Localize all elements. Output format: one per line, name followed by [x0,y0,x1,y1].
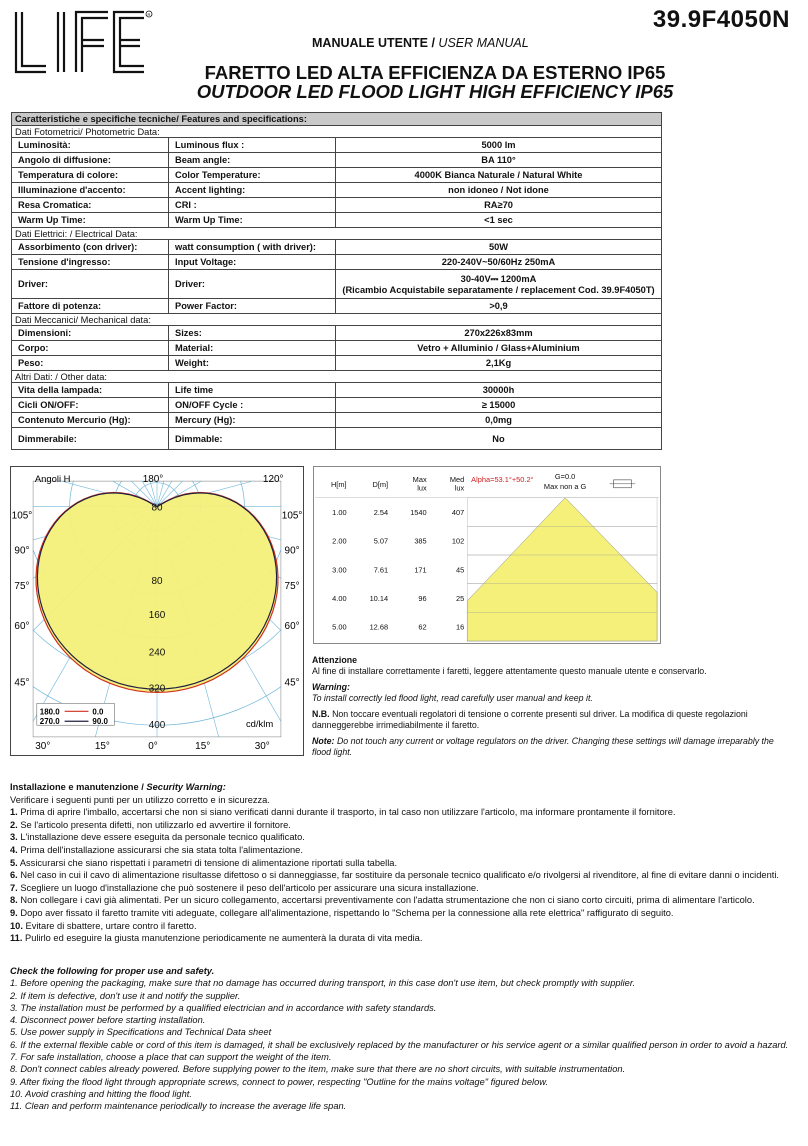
spec-cell: Input Voltage: [169,255,336,270]
spec-cell: Tensione d'ingresso: [12,255,169,270]
polar-ring-label: 80 [151,502,163,514]
spec-row [12,168,662,183]
spec-cell: Illuminazione d'accento: [12,183,169,198]
check-item: 6. If the external flexible cable or cord of this item is damaged, it shall be exclusively replaced by the manufacturer or his service agent or a similar qualified person in order to avoid a hazard. [10,1039,789,1050]
polar-unit: cd/klm [245,718,274,730]
beam-cell-h: 3.00 [332,565,347,575]
beam-cell-d: 7.61 [373,565,389,575]
spec-cell: RA≥70 [336,198,662,213]
spec-row [12,326,662,341]
spec-row [12,183,662,198]
beam-col-max-1: Max [412,474,427,484]
model-code: 39.9F4050N [652,6,790,33]
check-list [10,977,795,1112]
spec-cell: 4000K Bianca Naturale / Natural White [336,168,662,183]
check-title: Check the following for proper use and safety. [10,966,215,976]
beam-cell-med: 25 [456,593,465,603]
spec-cell: Life time [169,383,336,398]
check-item: 8. Don't connect cables already powered. Before supplying power to the item, make sure that there are no short circuits, with suitable instrumentation. [10,1064,626,1075]
section-other: Altri Dati: / Other data: [12,371,662,383]
beam-col-med-1: Med [449,474,465,484]
beam-cell-h: 4.00 [332,593,347,603]
spec-cell: 220-240V~50/60Hz 250mA [336,255,662,270]
check-item: 7. For safe installation, choose a place that can support the weight of the item. [10,1052,332,1063]
install-item: 2. Se l'articolo presenta difetti, non utilizzarlo ed avvertire il fornitore. [10,819,291,830]
install-item: 11. Pulirlo ed eseguire la giusta manutenzione periodicamente ne aumenterà la durata di vita media. [10,933,423,944]
legend-b: 90.0 [92,717,108,727]
spec-cell: 50W [336,240,662,255]
install-item: 7. Scegliere un luogo d'installazione che può sostenere il peso dell'articolo per assicurare una sicura installazione. [10,882,479,893]
svg-text:R: R [147,12,151,17]
check-item: 10. Avoid crashing and hitting the flood light. [10,1088,192,1099]
beam-cell-med: 407 [451,507,465,517]
manual-sep: / [431,36,435,50]
beam-cell-max: 171 [414,565,427,575]
spec-cell: >0,9 [336,299,662,314]
polar-ring-label: 240 [148,647,166,659]
install-item: 10. Evitare di sbattere, urtare contro il faretto. [10,920,197,931]
spec-cell: Angolo di diffusione: [12,153,169,168]
beam-cell-med: 102 [451,536,465,546]
install-intro: Verificare i seguenti punti per un utilizzo corretto e in sicurezza. [10,794,270,805]
polar-bottom-label: 30° [254,741,270,753]
beam-cell-med: 45 [456,565,465,575]
spec-row [12,153,662,168]
spec-row [12,413,662,428]
spec-cell: Weight: [169,356,336,371]
beam-cell-max: 62 [418,622,427,632]
polar-right-label: 90° [284,545,300,557]
polar-left-label: 75° [14,581,30,593]
notes-block [312,655,782,758]
spec-cell: Contenuto Mercurio (Hg): [12,413,169,428]
spec-cell: Dimensioni: [12,326,169,341]
spec-row [12,198,662,213]
spec-row [12,299,662,314]
install-title-it: Installazione e manutenzione / [10,782,144,792]
spec-row [12,383,662,398]
spec-cell: Corpo: [12,341,169,356]
beam-maxg-label: Max non a G [543,481,587,491]
installation-section [10,781,795,945]
beam-col-h: H[m] [330,479,347,489]
install-item: 1. Prima di aprire l'imballo, accertarsi che non si siano verificati danni durante il trasporto, in tal caso non utilizzare l'articolo, ma informare prontamente il fornitore. [10,807,676,818]
polar-right-label: 60° [284,620,300,632]
spec-cell: Luminous flux : [169,138,336,153]
spec-cell: 0,0mg [336,413,662,428]
spec-cell: Material: [169,341,336,356]
polar-ring-label: 160 [148,609,166,621]
polar-ring-label: 400 [148,720,166,732]
spec-cell: Beam angle: [169,153,336,168]
spec-cell: Mercury (Hg): [169,413,336,428]
beam-alpha: Alpha=53.1°+50.2° [471,474,534,484]
title-english: OUTDOOR LED FLOOD LIGHT HIGH EFFICIENCY IP65 [196,81,674,102]
nb-text: Non toccare eventuali regolatori di tensione o corrente presenti sul driver. La modifica di queste regolazioni danneggerebbe irrimediabilmente il faretto. [312,709,748,730]
install-item: 4. Prima dell'installazione assicurarsi che sia stata tolta l'alimentazione. [10,844,303,855]
spec-cell: Luminosità: [12,138,169,153]
beam-cell-h: 2.00 [332,536,347,546]
check-item: 9. After fixing the flood light through appropriate screws, connect to power, respecting "Outline for the mains voltage" figured below. [10,1076,549,1087]
polar-top-mid: 180° [142,473,164,485]
beam-cell-h: 5.00 [332,622,347,632]
spec-cell: Temperatura di colore: [12,168,169,183]
install-item: 3. L'installazione deve essere eseguita da personale tecnico qualificato. [10,832,305,843]
polar-left-label: 60° [14,620,30,632]
beam-col-max-2: lux [417,483,427,493]
check-item: 11. Clean and perform maintenance periodically to increase the average life span. [10,1101,347,1112]
polar-right-label: 105° [281,510,303,522]
polar-bottom-label: 15° [94,741,110,753]
install-item: 5. Assicurarsi che siano rispettati i parametri di tensione di alimentazione riportati sulla tabella. [10,857,398,868]
check-item: 5. Use power supply in Specifications and Technical Data sheet [10,1027,272,1038]
beam-cell-h: 1.00 [332,507,347,517]
spec-cell: Assorbimento (con driver): [12,240,169,255]
spec-cell: Vita della lampada: [12,383,169,398]
spec-cell: Cicli ON/OFF: [12,398,169,413]
section-photometric: Dati Fotometrici/ Photometric Data: [12,126,662,138]
legend-a: 270.0 [39,717,60,727]
polar-top-right: 120° [262,473,284,485]
polar-bottom-label: 15° [195,741,211,753]
beam-cell-med: 16 [456,622,465,632]
spec-cell: Color Temperature: [169,168,336,183]
spec-row [12,240,662,255]
spec-cell: Sizes: [169,326,336,341]
spec-row [12,356,662,371]
spec-cell: Vetro + Alluminio / Glass+Aluminium [336,341,662,356]
polar-title: Angoli H [34,472,71,484]
spec-cell: Peso: [12,356,169,371]
polar-left-label: 45° [14,677,30,689]
beam-col-d: D[m] [372,479,389,489]
install-item: 9. Dopo aver fissato il faretto tramite viti adeguate, collegare all'alimentazione, rispettando lo "Schema per la connessione alla rete elettrica" raffigurato di seguito. [10,907,674,918]
spec-row [12,428,662,450]
note-text: Do not touch any current or voltage regulators on the driver. Changing these settings will damage irreparably the flood light. [312,736,774,757]
beam-g-label: G=0.0 [554,471,576,481]
spec-cell: No [336,428,662,450]
driver-replacement: (Ricambio Acquistabile separatamente / replacement Cod. 39.9F4050T) [342,284,655,295]
spec-cell: Warm Up Time: [169,213,336,228]
nb-title: N.B. [312,709,330,719]
beam-cell-max: 385 [414,536,427,546]
beam-cell-d: 5.07 [373,536,389,546]
polar-right-label: 45° [284,677,300,689]
spec-cell: Warm Up Time: [12,213,169,228]
spec-cell: watt consumption ( with driver): [169,240,336,255]
spec-cell: Power Factor: [169,299,336,314]
spec-cell: Dimmerabile: [12,428,169,450]
spec-cell: 2,1Kg [336,356,662,371]
spec-row [12,398,662,413]
spec-row [12,255,662,270]
spec-row [12,341,662,356]
install-list [10,806,795,945]
polar-left-label: 105° [11,510,33,522]
spec-cell: ≥ 15000 [336,398,662,413]
warning-text: To install correctly led flood light, read carefully user manual and keep it. [312,693,593,703]
manual-en: USER MANUAL [438,36,529,50]
spec-cell: CRI : [169,198,336,213]
polar-ring-label: 80 [151,576,163,588]
install-item: 8. Non collegare i cavi già alimentati. Per un sicuro collegamento, accertarsi preventivamente con l'adatta strumentazione che non ci siano corto circuiti, prima di alimentare l'articolo. [10,895,755,906]
check-item: 4. Disconnect power before starting installation. [10,1015,206,1026]
spec-cell: 5000 lm [336,138,662,153]
manual-label [312,36,529,50]
spec-cell: BA 110° [336,153,662,168]
spec-header: Caratteristiche e specifiche tecniche/ Features and specifications: [12,113,662,126]
beam-cell-max: 1540 [410,507,427,517]
spec-row [12,213,662,228]
spec-cell: Fattore di potenza: [12,299,169,314]
attenzione-text: Al fine di installare correttamente i faretti, leggere attentamente questo manuale utente e conservarlo. [312,666,707,676]
beam-col-med-2: lux [454,483,465,493]
beam-table-diagram [313,466,661,644]
check-item: 1. Before opening the packaging, make sure that no damage has occurred during transport, in this case don't use item, but check promptly with supplier. [10,978,636,989]
check-item: 3. The installation must be performed by a qualified electrician and in accordance with safety standards. [10,1002,437,1013]
section-mechanical: Dati Meccanici/ Mechanical data: [12,314,662,326]
beam-cell-d: 2.54 [373,507,389,517]
beam-cell-d: 12.68 [369,622,389,632]
check-item: 2. If item is defective, don't use it and notify the supplier. [10,990,241,1001]
polar-bottom-label: 0° [148,741,158,753]
spec-cell: 30000h [336,383,662,398]
beam-cell-d: 10.14 [369,593,389,603]
spec-cell: 270x226x83mm [336,326,662,341]
spec-cell: Accent lighting: [169,183,336,198]
spec-table [11,112,662,450]
warning-title: Warning: [312,682,350,692]
manual-it: MANUALE UTENTE [312,36,428,50]
spec-cell: Resa Cromatica: [12,198,169,213]
spec-row [12,138,662,153]
spec-cell: non idoneo / Not idone [336,183,662,198]
section-electrical: Dati Elettrici: / Electrical Data: [12,228,662,240]
polar-bottom-label: 30° [35,741,51,753]
legend-a: 180.0 [39,707,60,717]
install-title-en: Security Warning: [146,782,226,792]
polar-left-label: 90° [14,545,30,557]
title-italian: FARETTO LED ALTA EFFICIENZA DA ESTERNO IP65 [204,62,666,83]
spec-cell: ON/OFF Cycle : [169,398,336,413]
spec-cell: Dimmable: [169,428,336,450]
polar-right-label: 75° [284,581,300,593]
install-item: 6. Nel caso in cui il cavo di alimentazione risultasse difettoso o si danneggiasse, far sostituire da personale tecnico qualificato e/o rivolgersi al rivenditore, al fine di evitare danni o incidenti. [10,870,779,881]
spec-cell: <1 sec [336,213,662,228]
note-title: Note: [312,736,335,746]
spec-row-driver: Driver: Driver: 30-40V⎓ 1200mA (Ricambio Acquistabile separatamente / replacement Cod. 39.9F4050T) [12,270,662,299]
life-logo [12,8,154,78]
driver-output: 30-40V⎓ 1200mA [460,273,537,284]
legend-b: 0.0 [92,707,104,717]
polar-diagram [10,466,304,756]
attenzione-title: Attenzione [312,655,357,665]
check-section [10,965,795,1113]
beam-cell-max: 96 [418,593,427,603]
polar-ring-label: 320 [148,683,166,695]
